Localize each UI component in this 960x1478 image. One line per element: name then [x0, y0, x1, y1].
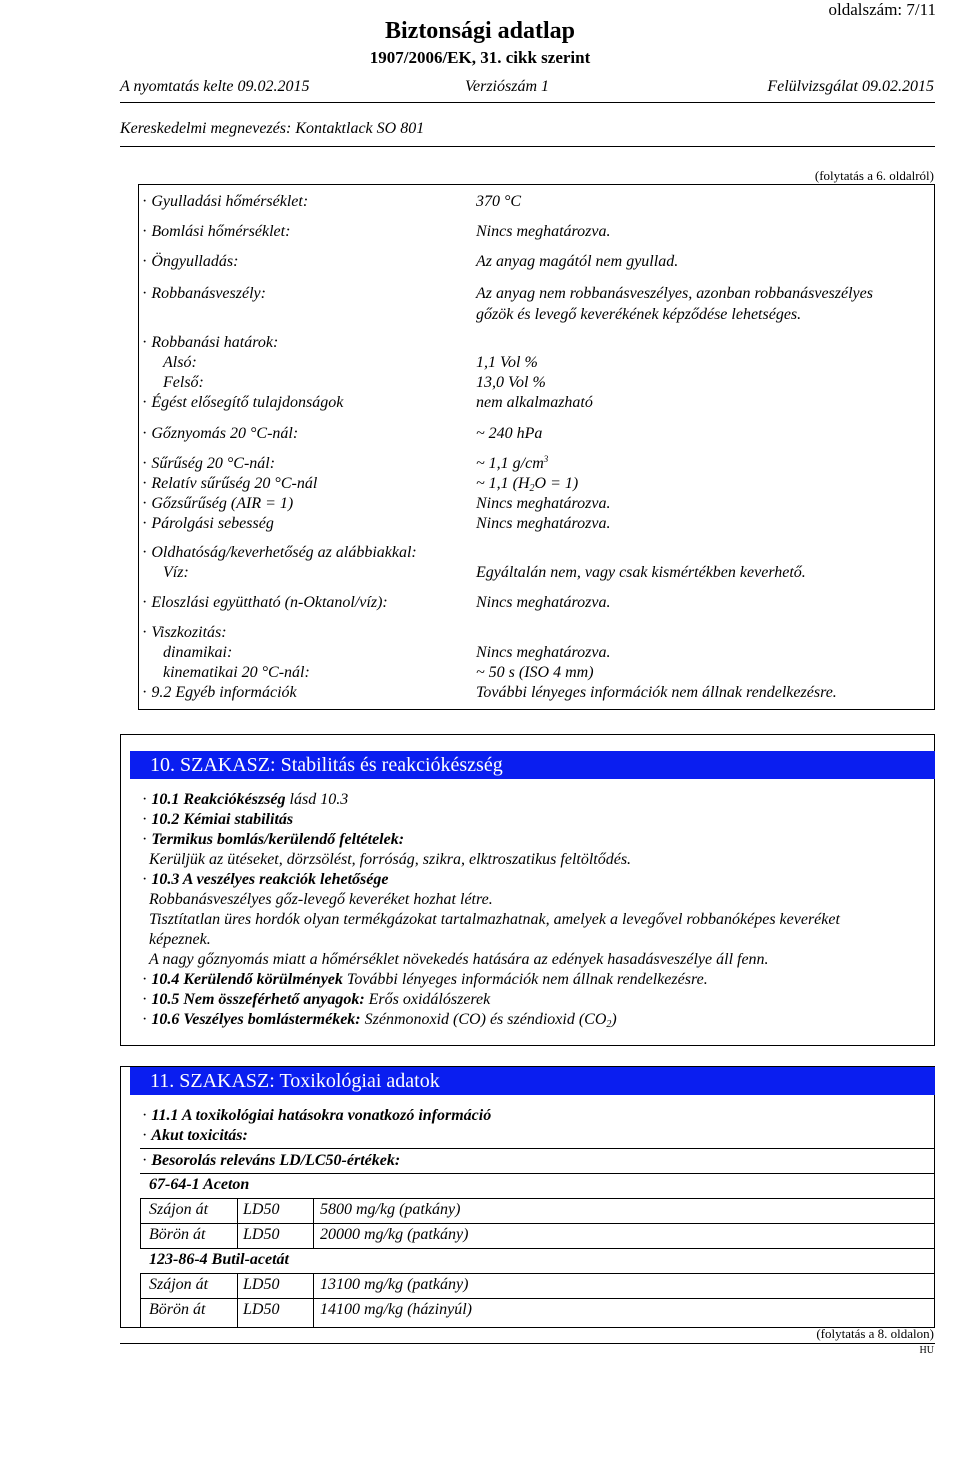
language-code: HU [919, 1345, 934, 1356]
ld50-type: LD50 [243, 1201, 280, 1218]
oxidising-properties-label: · Égést elősegítő tulajdonságok [142, 394, 343, 412]
water-solubility-value: Egyáltalán nem, vagy csak kismértékben keverhető. [476, 564, 806, 581]
explosion-hazard-value-1: Az anyag nem robbanásveszélyes, azonban robbanásveszélyes [476, 285, 873, 302]
header-divider [120, 102, 935, 103]
acute-toxicity-divider [140, 1148, 935, 1149]
decomposition-temp-value: Nincs meghatározva. [476, 223, 611, 240]
water-solubility-label: Víz: [163, 564, 189, 581]
thermal-decomposition-text: Kerüljük az ütéseket, dörzsölést, forróság, szikra, elktroszatikus feltöltődés. [149, 851, 632, 868]
continued-from-note: (folytatás a 6. oldalról) [814, 168, 934, 183]
ld50-value: 14100 mg/kg (házinyúl) [320, 1301, 472, 1318]
ignition-temp-label: · Gyulladási hőmérséklet: [142, 193, 308, 211]
reactivity-line: · 10.1 Reakciókészség lásd 10.3 [142, 791, 348, 809]
other-information-value: További lényeges információk nem állnak rendelkezésre. [476, 684, 837, 701]
hazardous-reactions-line-3: képeznek. [149, 931, 211, 948]
ld50-value: 20000 mg/kg (patkány) [320, 1226, 469, 1243]
ld50-route: Szájon át [149, 1276, 209, 1293]
footer-divider [120, 1343, 935, 1344]
ld50-type: LD50 [243, 1226, 280, 1243]
explosion-limits-label: · Robbanási határok: [142, 334, 278, 352]
ld50-route: Szájon át [149, 1201, 209, 1218]
partition-coefficient-label: · Eloszlási együttható (n-Oktanol/víz): [142, 594, 388, 612]
dynamic-viscosity-value: Nincs meghatározva. [476, 644, 611, 661]
relative-density-value: ~ 1,1 $(H_2O = 1)$ [476, 475, 579, 494]
decomposition-temp-label: · Bomlási hőmérséklet: [142, 223, 290, 241]
explosion-hazard-label: · Robbanásveszély: [142, 285, 266, 303]
acute-toxicity-heading: · Akut toxicitás: [142, 1127, 248, 1145]
chemical-stability-heading: · 10.2 Kémiai stabilitás [142, 811, 293, 829]
dynamic-viscosity-label: dinamikai: [163, 644, 233, 661]
kinematic-viscosity-label: kinematikai 20 °C-nál: [163, 664, 310, 681]
conditions-to-avoid-line: · 10.4 Kerülendő körülmények További lényeges információk nem állnak rendelkezésre. [142, 971, 708, 989]
evaporation-rate-value: Nincs meghatározva. [476, 515, 611, 532]
relative-density-label: · Relatív sűrűség 20 °C-nál [142, 475, 317, 493]
ld50-route: Börön át [149, 1226, 206, 1243]
lower-limit-value: 1,1 Vol % [476, 354, 538, 371]
trade-name: Kereskedelmi megnevezés: Kontaktlack SO 801 [120, 120, 425, 137]
density-value: ~ 1,1 $g/cm^3$ [476, 454, 549, 472]
version-number: Verziószám 1 [465, 78, 550, 95]
substance-name-butyl-acetate: 123-86-4 Butil-acetát [149, 1251, 289, 1268]
page-number: oldalszám: 7/11 [828, 0, 936, 19]
toxicology-info-heading: · 11.1 A toxikológiai hatásokra vonatkozó információ [142, 1107, 491, 1125]
document-subtitle: 1907/2006/EK, 31. cikk szerint [369, 48, 591, 67]
ld50-value: 5800 mg/kg (patkány) [320, 1201, 461, 1218]
ld50-value: 13100 mg/kg (patkány) [320, 1276, 469, 1293]
solubility-label: · Oldhatóság/keverhetőség az alábbiakkal: [142, 544, 417, 562]
ignition-temp-value: 370 °C [476, 193, 522, 210]
hazardous-reactions-line-1: Robbanásveszélyes gőz-levegő keveréket hozhat létre. [149, 891, 493, 908]
hazardous-reactions-line-4: A nagy gőznyomás miatt a hőmérséklet növekedés hatására az edények hasadásveszélye áll fenn. [149, 951, 769, 968]
incompatible-materials-line: · 10.5 Nem összeférhető anyagok: Erős oxidálószerek [142, 991, 490, 1009]
explosion-hazard-value-2: gőzök és levegő keverékének képződése lehetséges. [476, 306, 802, 323]
decomposition-products-line: · 10.6 Veszélyes bomlástermékek: Szénmonoxid (CO) és széndioxid $(CO_2)$ [142, 1011, 617, 1029]
oxidising-properties-value: nem alkalmazható [476, 394, 593, 411]
hazardous-reactions-heading: · 10.3 A veszélyes reakciók lehetősége [142, 871, 388, 889]
revision-date: Felülvizsgálat 09.02.2015 [767, 78, 934, 95]
thermal-decomposition-heading: · Termikus bomlás/kerülendő feltételek: [142, 831, 404, 849]
upper-limit-value: 13,0 Vol % [476, 374, 546, 391]
section-10-heading: 10. SZAKASZ: Stabilitás és reakciókészség [130, 751, 935, 779]
kinematic-viscosity-value: ~ 50 s (ISO 4 mm) [476, 664, 594, 681]
ld50-type: LD50 [243, 1276, 280, 1293]
continued-on-note: (folytatás a 8. oldalon) [816, 1326, 934, 1341]
upper-limit-label: Felső: [163, 374, 204, 391]
self-ignition-label: · Öngyulladás: [142, 253, 238, 271]
classification-heading: · Besorolás releváns LD/LC50-értékek: [142, 1152, 400, 1170]
substance-name-aceton: 67-64-1 Aceton [149, 1176, 250, 1193]
ld50-route: Börön át [149, 1301, 206, 1318]
ld50-type: LD50 [243, 1301, 280, 1318]
self-ignition-value: Az anyag magától nem gyullad. [476, 253, 679, 270]
vapour-density-value: Nincs meghatározva. [476, 495, 611, 512]
vapour-pressure-value: ~ 240 hPa [476, 425, 543, 442]
lower-limit-label: Alsó: [163, 354, 197, 371]
viscosity-label: · Viszkozitás: [142, 624, 227, 642]
document-title: Biztonsági adatlap [384, 18, 576, 44]
density-label: · Sűrűség 20 °C-nál: [142, 455, 275, 473]
hazardous-reactions-line-2: Tisztítatlan üres hordók olyan termékgázokat tartalmazhatnak, amelyek a levegővel robbanóképes keveréket [149, 911, 840, 928]
evaporation-rate-label: · Párolgási sebesség [142, 515, 274, 533]
partition-coefficient-value: Nincs meghatározva. [476, 594, 611, 611]
other-information-label: · 9.2 Egyéb információk [142, 684, 297, 702]
section-11-heading: 11. SZAKASZ: Toxikológiai adatok [130, 1067, 935, 1095]
trade-name-divider [120, 146, 935, 147]
vapour-density-label: · Gőzsűrűség (AIR = 1) [142, 495, 293, 513]
print-date: A nyomtatás kelte 09.02.2015 [120, 78, 310, 95]
vapour-pressure-label: · Gőznyomás 20 °C-nál: [142, 425, 298, 443]
